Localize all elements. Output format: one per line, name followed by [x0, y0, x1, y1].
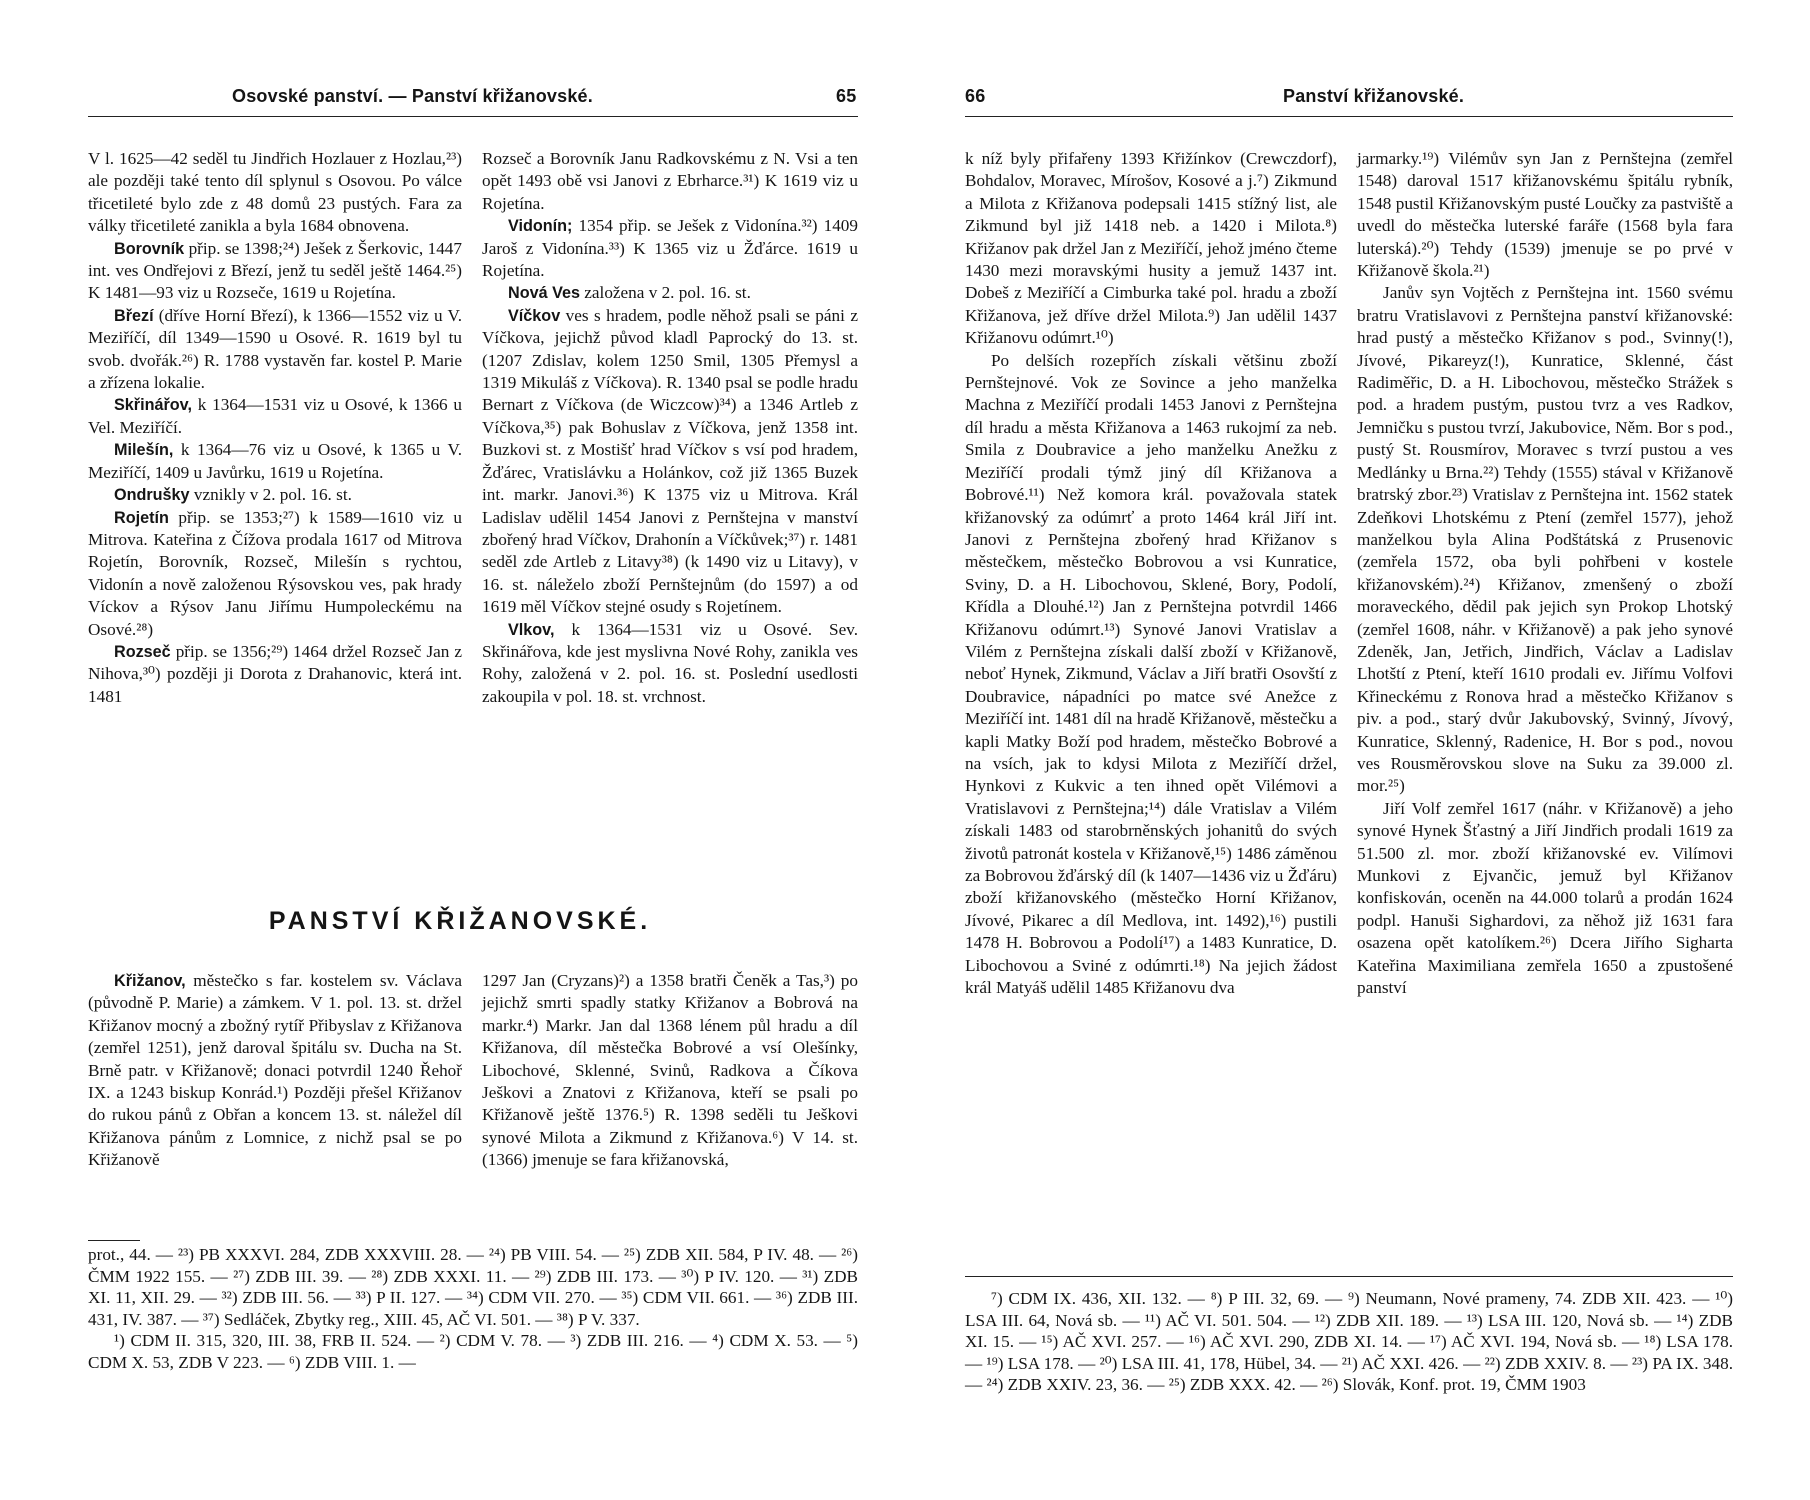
entry-text: (dříve Horní Březí), k 1366—1552 viz u V. Meziříčí, díl 1349—1590 u Osové. R. 1619 byl tu svob. dvořák.²⁶) R. 1788 vystavěn far. kostel P. Marie a zřízena lokalie. [88, 305, 462, 393]
left-footnotes [88, 1244, 858, 1373]
right-column-2 [1357, 148, 1733, 999]
entry-text: k 1364—1531 viz u Osové, k 1366 u Vel. Meziříčí. [88, 395, 462, 437]
entry-text: Rozseč a Borovník Janu Radkovskému z N. Vsi a ten opět 1493 obě vsi Janovi z Ebrharce.³¹) K 1619 viz u Rojetína. [482, 149, 858, 213]
entry-term: Víčkov [508, 306, 561, 325]
entry-paragraph [88, 970, 462, 1172]
section-title: PANSTVÍ KŘIŽANOVSKÉ. [268, 907, 652, 935]
entry-paragraph [88, 238, 462, 305]
entry-term: Milešín, [114, 441, 174, 460]
entry-text: přip. se 1353;²⁷) k 1589—1610 viz u Mitrova. Kateřina z Čížova prodala 1617 od Mitrova Rojetín, Borovník, Rozseč, Milešín s rychtou, Vidonín a nově založenou Rýsovskou ves, pak hrady Víckov a Rýsov Janu Jiřímu Humpoleckému na Osové.²⁸) [88, 507, 462, 639]
left-column-3 [88, 970, 462, 1172]
entry-paragraph [482, 215, 858, 282]
left-column-4 [482, 970, 858, 1172]
entry-text: městečko s far. kostelem sv. Václava (původně P. Marie) a zámkem. V 1. pol. 13. st. držel Křižanov mocný a zbožný rytíř Přibyslav z Křižanova (zemřel 1251), jenž daroval špitálu sv. Ducha na St. Brně patr. v Křižanově; donaci potvrdil 1240 Řehoř IX. a 1243 biskup Konrád.¹) Později přešel Křižanov do rukou pánů z Obřan a koncem 13. st. náležel díl Křižanova pánům z Lomnice, z nichž psal se po Křižanově [88, 971, 462, 1170]
footnote-paragraph: ⁷) CDM IX. 436, XII. 132. — ⁸) P III. 32, 69. — ⁹) Neumann, Nové prameny, 74. ZDB XII. 423. — ¹⁰) LSA III. 64, Nová sb. — ¹¹) AČ VI. 501. 504. — ¹²) ZDB XII. 189. — ¹³) LSA III. 120, Nová sb. — ¹⁴) ZDB XI. 15. — ¹⁵) AČ XVI. 257. — ¹⁶) AČ XVI. 290, ZDB XI. 14. — ¹⁷) AČ XVI. 194, Nová sb. — ¹⁸) LSA 178. — ¹⁹) LSA 178. — ²⁰) LSA III. 41, 178, Hübel, 34. — ²¹) AČ XXI. 426. — ²²) ZDB XXIV. 8. — ²³) PA IX. 348. — ²⁴) ZDB XXIV. 23, 36. — ²⁵) ZDB XXX. 42. — ²⁶) Slovák, Konf. prot. 19, ČMM 1903 [965, 1289, 1733, 1394]
entry-text: přip. se 1356;²⁹) 1464 držel Rozseč Jan z Nihova,³⁰) později ji Dorota z Drahanovic, která int. 1481 [88, 641, 462, 706]
entry-term: Skřinářov, [114, 396, 192, 415]
footnote-paragraph: prot., 44. — ²³) PB XXXVI. 284, ZDB XXXVIII. 28. — ²⁴) PB VIII. 54. — ²⁵) ZDB XII. 584, P IV. 48. — ²⁶) ČMM 1922 155. — ²⁷) ZDB III. 39. — ²⁸) ZDB XXXI. 11. — ²⁹) ZDB III. 173. — ³⁰) P IV. 120. — ³¹) ZDB XI. 11, XII. 29. — ³²) ZDB III. 56. — ³³) P II. 127. — ³⁴) CDM VII. 270. — ³⁵) CDM VII. 661. — ³⁶) ZDB III. 431, IV. 387. — ³⁷) Sedláček, Zbytky reg., XIII. 45, AČ VI. 501. — ³⁸) P V. 337. [88, 1245, 858, 1329]
entry-paragraph [88, 641, 462, 708]
entry-text: k 1364—76 viz u Osové, k 1365 u V. Meziříčí, 1409 u Javůrku, 1619 u Rojetína. [88, 440, 462, 482]
entry-paragraph [88, 148, 462, 238]
entry-term: Nová Ves [508, 284, 580, 303]
right-header-rule [965, 116, 1733, 117]
entry-paragraph [88, 305, 462, 395]
entry-term: Borovník [114, 239, 185, 258]
left-column-2 [482, 148, 858, 708]
body-paragraph: Janův syn Vojtěch z Pernštejna int. 1560 svému bratru Vratislavovi z Pernštejna panství křižanovské: hrad pustý a městečko Křižanov s pod., Svinny(!), Jívové, Pikareyz(!), Kunratice, Sklenné, část Radiměřic, D. a H. Libochovou, městečko Strážek s pod. a hradem pustým, pustou tvrz a ves Radkov, Jemničku s pustou tvrzí, Jakubovice, Něm. Bor s pod., pustý St. Rousmírov, Moravec s tvrzí pustou a ves Medlánky u Brna.²²) Tehdy (1555) stával v Křižanově bratrský zbor.²³) Vratislav z Pernštejna int. 1562 statek Zdeňkovi Lhotskému z Ptení (zemřel 1577), jehož manželkou byla Alina Podštátská z Prusenovic (zemřela 1572, oba byli pohřbeni v kostele křižanovském).²⁴) Křižanov, zmenšený o zboží moraveckého, dědil pak jejich syn Prokop Lhotský (zemřel 1608, náhr. v Křižanově) a pak jeho synové Zdeněk, Jan, Jetřich, Jindřich, Václav a Ladislav Lhotští z Ptení, kteří 1610 prodali ev. Jiřímu Volfovi Křineckému z Ronova hrad a městečko Křižanov s piv. a pod., starý dvůr Jakubovský, Svinný, Jívový, Kunratice, Sklenný, Radenice, H. Bor s pod., novou ves Rousměrovskou slove na Suku za 39.000 zl. mor.²⁵) [1357, 283, 1733, 796]
entry-paragraph [88, 439, 462, 484]
entry-term: Březí [114, 306, 154, 325]
left-header-rule [88, 116, 858, 117]
entry-text: ves s hradem, podle něhož psali se páni z Víčkova, jejichž původ kladl Paprocký do 13. st. (1207 Zdislav, kolem 1250 Smil, 1305 Přemysl a 1319 Mikuláš z Víčkova). R. 1340 psal se podle hradu Bernart z Víčkova (de Wiczcow)³⁴) a 1346 Artleb z Víčkova,³⁵) pak Bohuslav z Víčkova, jenž 1358 int. Buzkovi st. z Mostišť hrad Víčkov s vsí pod hradem, Žďárec, Vratislávku a Holánkov, což již 1365 Buzek int. markr. Janovi.³⁶) K 1375 viz u Mitrova. Král Ladislav udělil 1454 Janovi z Pernštejna v manství zbořený hrad Víčkov, Drahonín a Víčkůvek;³⁷) r. 1481 seděl zde Artleb z Litavy³⁸) (k 1490 viz u Litavy), v 16. st. náleželo zboží Pernštejnům (do 1597) a od 1619 měl Víčkov stejné osudy s Rojetínem. [482, 305, 858, 617]
right-running-head: Panství křižanovské. [1283, 86, 1465, 106]
entry-paragraph [482, 970, 858, 1172]
body-paragraph: Jiří Volf zemřel 1617 (náhr. v Křižanově) a jeho synové Hynek Šťastný a Jiří Jindřich prodali 1619 za 51.500 zl. mor. zboží křižanovské ev. Vilímovi Munkovi z Ejvančic, jemuž byl Křižanov konfiskován, oceněn na 44.000 tolarů a prodán 1624 podpl. Hanuši Sighardovi, za něhož již 1631 fara osazena opět katolíkem.²⁶) Dcera Jiřího Sigharta Kateřina Maximiliana zemřela 1650 a zpustošené panství [1357, 798, 1733, 998]
entry-text: k 1364—1531 viz u Osové. Sev. Skřinářova, kde jest myslivna Nové Rohy, zanikla ves Rohy, založená v 2. pol. 16. st. Poslední usedlosti zakoupila v pol. 18. st. vrchnost. [482, 619, 858, 706]
entry-paragraph [88, 507, 462, 641]
entry-term: Ondrušky [114, 486, 190, 505]
entry-text: přip. se 1398;²⁴) Ješek z Šerkovic, 1447 int. ves Ondřejovi z Březí, jenž tu seděl ještě 1464.²⁵) K 1481—93 viz u Rozseče, 1619 u Rojetína. [88, 238, 462, 303]
entry-text: V l. 1625—42 seděl tu Jindřich Hozlauer z Hozlau,²³) ale později také tento díl splynul s Osovou. Po válce třicetileté bylo zde z 48 domů 23 pustých. Fara za války třicetileté zanikla a byla 1684 obnovena. [88, 149, 462, 236]
entry-term: Rozseč [114, 642, 171, 661]
entry-term: Vlkov, [508, 620, 555, 639]
left-footnote-rule [88, 1240, 140, 1241]
body-paragraph: Po delších rozepřích získali většinu zboží Pernštejnové. Vok ze Sovince a jeho manželka Machna z Meziříčí prodali 1453 Janovi z Pernštejna díl hradu a města Křižanova a 1463 rukojmí za neb. Smila z Doubravice a jeho manželku Anežku z Meziříčí prodali týmž jiný díl Křižanova a Bobrové.¹¹) Než komora král. považovala statek křižanovský za odúmrť a proto 1464 král Jiří int. Janovi z Pernštejna zbořený hrad Křižanov s městečkem, městečko Bobrovou a vsi Kunratice, Sviny, D. a H. Libochovou, Sklené, Bory, Podolí, Křídla a Dlouhé.¹²) Jan z Pernštejna potvrdil 1466 Křižanovu odúmrt.¹³) Synové Janovi Vratislav a Vilém z Pernštejna získali další zboží v Křižanově, neboť Hynek, Zikmund, Václav a Jiří bratři Osovští z Doubravice, nápadníci po matce své Anežce z Meziříčí int. 1481 díl na hradě Křižanově, městečku a kapli Matky Boží pod hradem, městečko Bobrové a na vsích, jak to kdysi Milota z Meziříčí držel, Hynkovi z Kukvic a ten ihned opět Vilémovi a Vratislavovi z Pernštejna;¹⁴) dále Vratislav a Vilém získali 1483 od starobrněnských johanitů do svých životů patronát kostela v Křižanově,¹⁵) 1486 záměnou za Bobrovou žďárský díl (k 1407—1436 viz u Žďáru) zboží křižanovského (městečko Horní Křižanov, Jívové, Pikarec a díl Medlova, int. 1492),¹⁶) pustili 1478 H. Bobrovou a Podolí¹⁷) a 1483 Kunratice, D. Libochovou a Sviné z odúmrti.¹⁸) Na jejich žádost král Matyáš udělil 1485 Křižanovu dva [965, 350, 1337, 998]
entry-term: Vidonín; [508, 217, 573, 236]
entry-paragraph [482, 305, 858, 619]
entry-paragraph [482, 282, 858, 304]
entry-text: založena v 2. pol. 16. st. [580, 283, 751, 303]
footnote-paragraph: ¹) CDM II. 315, 320, III. 38, FRB II. 524. — ²) CDM V. 78. — ³) ZDB III. 216. — ⁴) CDM X. 53. — ⁵) CDM X. 53, ZDB V 223. — ⁶) ZDB VIII. 1. — [88, 1331, 858, 1372]
right-footnote-rule [965, 1276, 1733, 1277]
right-page-number: 66 [965, 86, 986, 106]
body-paragraph: k níž byly přifařeny 1393 Křižínkov (Crewczdorf), Bohdalov, Moravec, Mírošov, Kosové a j.⁷) Zikmund a Milota z Křižanova podepsali 1415 stížný list, ale Zikmund byl již 1418 neb. a 1420 i Milota.⁸) Křižanov pak držel Jan z Meziříčí, jehož jméno čteme 1430 mezi moravskými husity a jemuž 1437 int. Dobeš z Meziříčí a Cimburka také pol. hradu a zboží Křižanova, jež dříve držel Milota.⁹) Jan udělil 1437 Křižanovu odúmrt.¹⁰) [965, 149, 1337, 348]
entry-term: Rojetín [114, 508, 169, 527]
entry-paragraph [88, 484, 462, 506]
right-column-1 [965, 148, 1337, 999]
entry-paragraph [88, 394, 462, 439]
right-footnotes [965, 1288, 1733, 1396]
left-page-number: 65 [836, 86, 857, 106]
entry-text: 1297 Jan (Cryzans)²) a 1358 bratři Čeněk a Tas,³) po jejichž smrti spadly statky Křižanov a Bobrová na markr.⁴) Markr. Jan dal 1368 lénem půl hradu a díl Křižanova, díl městečka Bobrové a vsí Olešínky, Libochové, Sklenné, Svinů, Radkova a Číkova Ješkovi a Znatovi z Křižanova, kteří se psali po Křižanově ještě 1376.⁵) R. 1398 seděli tu Ješkovi synové Milota a Zikmund z Křižanova.⁶) V 14. st. (1366) jmenuje se fara křižanovská, [482, 971, 858, 1170]
entry-text: 1354 přip. se Ješek z Vidonína.³²) 1409 Jaroš z Vidonína.³³) K 1365 viz u Žďárce. 1619 u Rojetína. [482, 216, 858, 281]
left-running-head: Osovské panství. — Panství křižanovské. [232, 86, 593, 106]
right-page [905, 0, 1810, 1500]
body-paragraph: jarmarky.¹⁹) Vilémův syn Jan z Pernštejna (zemřel 1548) daroval 1517 křižanovskému špitálu rybník, 1548 pustil Křižanovským pusté Loučky za pastviště a uvedl do městečka luterské faráře (1568 byla fara luterská).²⁰) Tehdy (1539) jmenuje se po prvé v Křižanově škola.²¹) [1357, 149, 1733, 281]
entry-term: Křižanov, [114, 972, 186, 990]
left-column-1 [88, 148, 462, 708]
entry-paragraph [482, 148, 858, 215]
entry-paragraph [482, 619, 858, 709]
entry-text: vznikly v 2. pol. 16. st. [189, 485, 352, 505]
